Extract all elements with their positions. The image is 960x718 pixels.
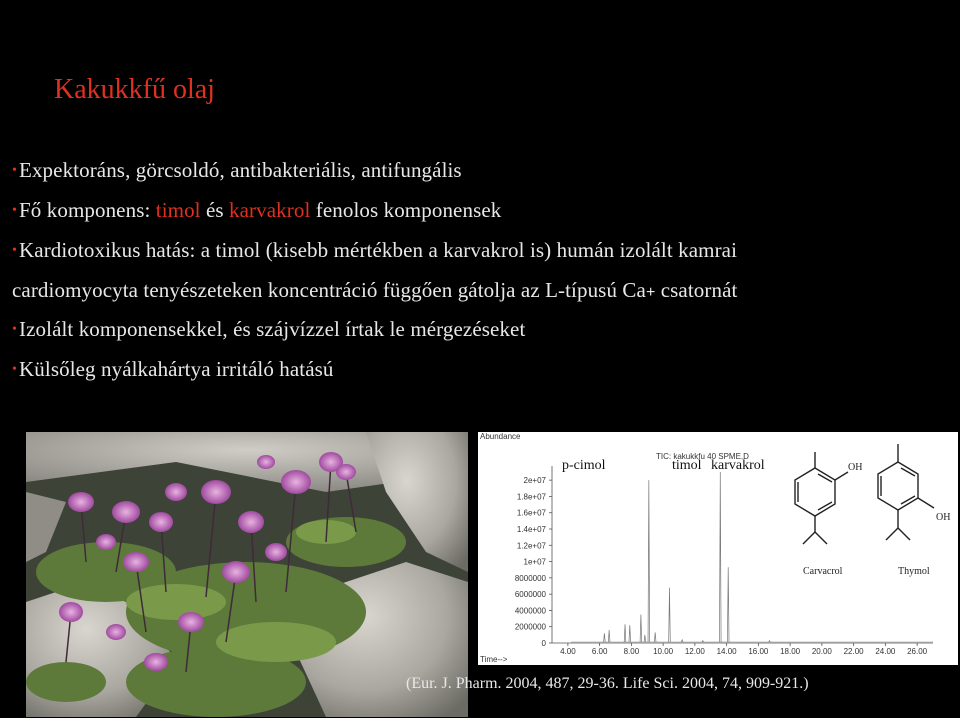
y-tick-label: 2e+07 xyxy=(523,476,546,486)
tic-label: TIC: kakukkfu 40 SPME.D xyxy=(656,452,749,461)
x-tick-label: 14.00 xyxy=(716,647,737,656)
chromatogram-panel xyxy=(478,432,958,665)
bullet-dot-icon: • xyxy=(12,362,18,377)
x-tick-label: 4.00 xyxy=(560,647,576,656)
x-tick-label: 22.00 xyxy=(843,647,864,656)
y-tick-label: 2000000 xyxy=(514,622,546,632)
x-tick-label: 10.00 xyxy=(653,647,674,656)
bullet-3 xyxy=(12,232,952,311)
x-tick-label: 20.00 xyxy=(811,647,832,656)
highlight-karvakrol: karvakrol xyxy=(229,198,311,222)
peak-label-timol: timol xyxy=(672,458,702,473)
x-tick-label: 8.00 xyxy=(623,647,640,656)
bullet-4 xyxy=(12,311,952,351)
y-tick-label: 1.6e+07 xyxy=(516,508,546,518)
x-tick-label: 16.00 xyxy=(748,647,769,656)
bullet-2-suffix: fenolos komponensek xyxy=(310,198,502,222)
bullet-3-line1: Kardiotoxikus hatás: a timol (kisebb mértékben a karvakrol is) humán izolált kamrai xyxy=(19,238,738,262)
bullet-2 xyxy=(12,192,952,232)
bullet-1 xyxy=(12,152,952,192)
slide-title: Kakukkfű olaj xyxy=(54,74,215,105)
x-tick-label: 6.00 xyxy=(591,647,608,656)
y-tick-label: 0 xyxy=(541,639,546,648)
x-tick-label: 12.00 xyxy=(684,647,705,656)
chromatogram-svg xyxy=(478,432,958,665)
carvacrol-oh-label: OH xyxy=(848,462,863,473)
bullet-dot-icon: • xyxy=(12,243,18,258)
y-tick-label: 1.8e+07 xyxy=(516,492,546,502)
abundance-label: Abundance xyxy=(480,432,521,441)
bullet-4-text: Izolált komponensekkel, és szájvízzel írtak le mérgezéseket xyxy=(19,317,526,341)
bullet-5-text: Külsőleg nyálkahártya irritáló hatású xyxy=(19,357,334,381)
thyme-photo xyxy=(26,432,468,717)
y-tick-label: 1.2e+07 xyxy=(516,541,546,551)
peak-label-p-cimol: p-cimol xyxy=(562,458,606,473)
peak-label-karvakrol: karvakrol xyxy=(711,458,765,473)
bullet-5 xyxy=(12,351,952,391)
x-tick-label: 24.00 xyxy=(875,647,896,656)
bullet-3-line2: cardiomyocyta tenyészeteken koncentráció függően gátolja az L-típusú Ca xyxy=(12,278,646,302)
bullet-dot-icon: • xyxy=(12,163,18,178)
y-tick-label: 8000000 xyxy=(514,573,546,583)
bullet-1-text: Expektoráns, görcsoldó, antibakteriális, antifungális xyxy=(19,158,462,182)
bullet-dot-icon: • xyxy=(12,322,18,337)
y-tick-label: 6000000 xyxy=(514,590,546,600)
thyme-photo-illustration xyxy=(26,432,468,717)
bullet-list xyxy=(12,152,952,391)
time-axis-label: Time--> xyxy=(480,655,508,664)
y-tick-label: 4000000 xyxy=(514,606,546,616)
carvacrol-label: Carvacrol xyxy=(803,566,843,577)
bullet-dot-icon: • xyxy=(12,203,18,218)
bullet-2-prefix: Fő komponens: xyxy=(19,198,156,222)
bullet-2-mid: és xyxy=(200,198,230,222)
thymol-label: Thymol xyxy=(898,566,930,577)
y-tick-label: 1e+07 xyxy=(523,557,546,567)
citation: (Eur. J. Pharm. 2004, 487, 29-36. Life Sci. 2004, 74, 909-921.) xyxy=(406,675,809,692)
highlight-timol: timol xyxy=(155,198,201,222)
bullet-3-end: csatornát xyxy=(655,278,738,302)
x-tick-label: 26.00 xyxy=(907,647,928,656)
calcium-plus: + xyxy=(645,284,656,301)
y-tick-label: 1.4e+07 xyxy=(516,525,546,534)
x-tick-label: 18.00 xyxy=(780,647,801,656)
thymol-oh-label: OH xyxy=(936,512,951,523)
